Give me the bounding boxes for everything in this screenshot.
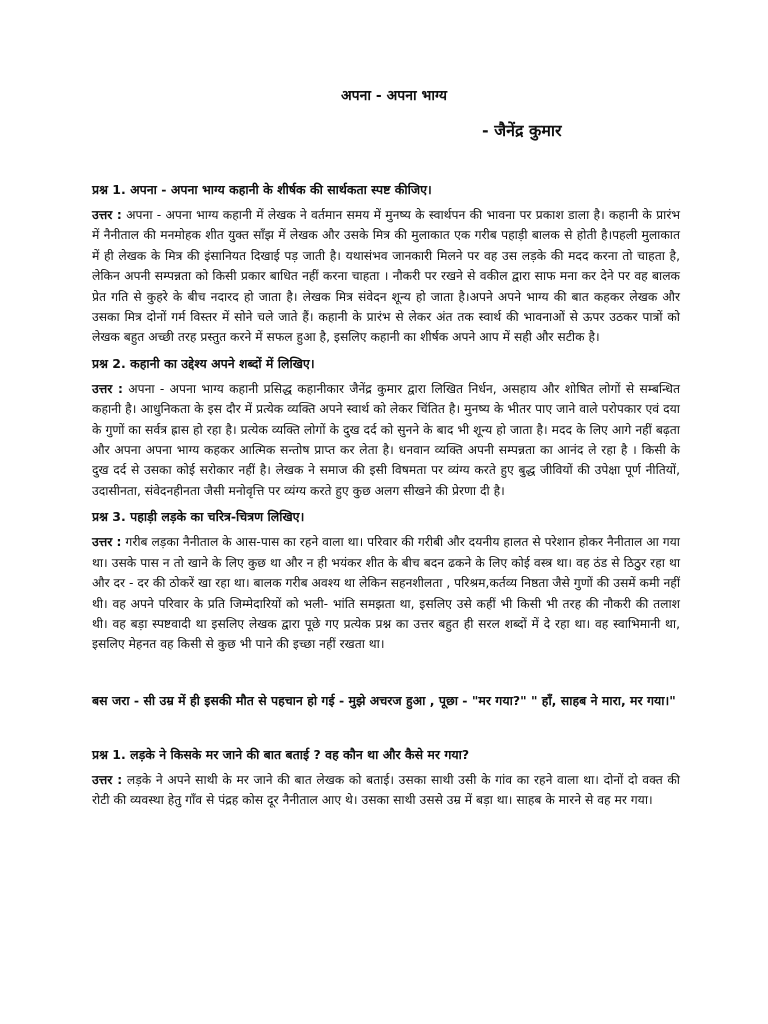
question-3: प्रश्न 3. पहाड़ी लड़के का चरित्र-चित्रण लिखिए। — [92, 509, 305, 525]
document-title: अपना - अपना भाग्य — [340, 88, 448, 104]
question-2: प्रश्न 2. कहानी का उद्देश्य अपने शब्दों में लिखिए। — [92, 355, 315, 371]
question-passage-1: प्रश्न 1. लड़के ने किसके मर जाने की बात बताई ? वह कौन था और कैसे मर गया? — [92, 746, 470, 762]
document-body — [92, 180, 680, 817]
answer-1 — [92, 205, 680, 348]
story-quote: बस जरा - सी उम्र में ही इसकी मौत से पहचान हो गई - मुझे अचरज हुआ , पूछा - "मर गया?" " हाँ, साहब ने मारा, मर गया।" — [92, 692, 676, 708]
question-1: प्रश्न 1. अपना - अपना भाग्य कहानी के शीर्षक की सार्थकता स्पष्ट कीजिए। — [92, 182, 432, 197]
answer-passage-1 — [92, 770, 680, 811]
answer-3-text: गरीब लड़का नैनीताल के आस-पास का रहने वाला था। परिवार की गरीबी और दयनीय हालत से परेशान होकर नैनीताल आ गया था। उसके पास न तो खाने के लिए कुछ था और न ही भयंकर शीत के बीच बदन ढकने के लिए कोई वस्त्र था। वह ठंड से ठिठुर रहा था और दर - दर की ठोकरें खा रहा था। बालक गरीब अवश्य था लेकिन सहनशीलता , परिश्रम,कर्तव्य निष्ठता जैसे गुणों की उसमें कमी नहीं थी। वह अपने परिवार के प्रति जिम्मेदारियों को भली- भांति समझता था, इसलिए उसे कहीं भी किसी भी तरह की नौकरी की तलाश थी। वह बड़ा स्पष्टवादी था इसलिए लेखक द्वारा पूछे गए प्रत्येक प्रश्न का उत्तर बहुत ही सरल शब्दों में दे रहा था। वह स्वाभिमानी था, इसलिए मेहनत वह किसी से कुछ भी पाने की इच्छा नहीं रखता था। — [92, 535, 680, 652]
answer-2-text: अपना - अपना भाग्य कहानी प्रसिद्ध कहानीकार जैनेंद्र कुमार द्वारा लिखित निर्धन, असहाय और शोषित लोगों से सम्बन्धित कहानी है। आधुनिकता के इस दौर में प्रत्येक व्यक्ति अपने स्वार्थ को लेकर चिंतित है। मुनष्य के भीतर पाए जाने वाले परोपकार एवं दया के गुणों का सर्वत्र ह्रास हो रहा है। प्रत्येक व्यक्ति लोगों के दुख दर्द को सुनने के बाद भी शून्य हो जाता है। मदद के लिए आगे नहीं बढ़ता और अपना अपना भाग्य कहकर आत्मिक सन्तोष प्राप्त कर लेता है। धनवान व्यक्ति अपनी सम्पन्नता का आनंद ले रहा है । किसी के दुख दर्द से उसका कोई सरोकार नहीं है। लेखक ने समाज की इसी विषमता पर व्यंग्य करते हुए बुद्ध जीवियों की उपेक्षा पूर्ण नीतियों, उदासीनता, संवेदनहीनता जैसी मनोवृत्ति पर व्यंग्य करते हुए कुछ अलग सीखने की प्रेरणा दी है। — [92, 381, 680, 498]
answer-label: उत्तर : — [92, 772, 123, 787]
answer-label: उत्तर : — [92, 381, 123, 396]
answer-label: उत्तर : — [92, 535, 122, 550]
answer-2 — [92, 379, 680, 501]
answer-3 — [92, 532, 680, 654]
document-author: - जैनेंद्र कुमार — [482, 121, 562, 140]
answer-label: उत्तर : — [92, 208, 122, 222]
answer-1-text: अपना - अपना भाग्य कहानी में लेखक ने वर्तमान समय में मुनष्य के स्वार्थपन की भावना पर प्रकाश डाला है। कहानी के प्रारंभ में नैनीताल की मनमोहक शीत युक्त साँझ में लेखक और उसके मित्र की मुलाकात एक गरीब पहाड़ी बालक से होती है।पहली मुलाकात में ही लेखक के मित्र की इंसानियत दिखाई पड़ जाती है। यथासंभव जानकारी मिलने पर वह उस लड़के की मदद करना तो चाहता है, लेकिन अपनी सम्पन्नता को किसी प्रकार बाधित नहीं करना चाहता । नौकरी पर रखने से वकील द्वारा साफ मना कर देने पर वह बालक प्रेत गति से कुहरे के बीच नदारद हो जाता है। लेखक मित्र संवेदन शून्य हो जाता है।अपने अपने भाग्य की बात कहकर लेखक और उसका मित्र दोनों गर्म विस्तर में सोने चले जाते हैं। कहानी के प्रारंभ से लेकर अंत तक स्वार्थ की भावनाओं से ऊपर उठकर पात्रों को लेखक बहुत अच्छी तरह प्रस्तुत करने में सफल हुआ है, इसलिए कहानी का शीर्षक अपने आप में सही और सटीक है। — [92, 208, 680, 345]
answer-passage-1-text: लड़के ने अपने साथी के मर जाने की बात लेखक को बताई। उसका साथी उसी के गांव का रहने वाला था। दोनों दो वक्त की रोटी की व्यवस्था हेतु गाँव से पंद्रह कोस दूर नैनीताल आए थे। उसका साथी उससे उम्र में बड़ा था। साहब के मारने से वह मर गया। — [92, 772, 680, 808]
